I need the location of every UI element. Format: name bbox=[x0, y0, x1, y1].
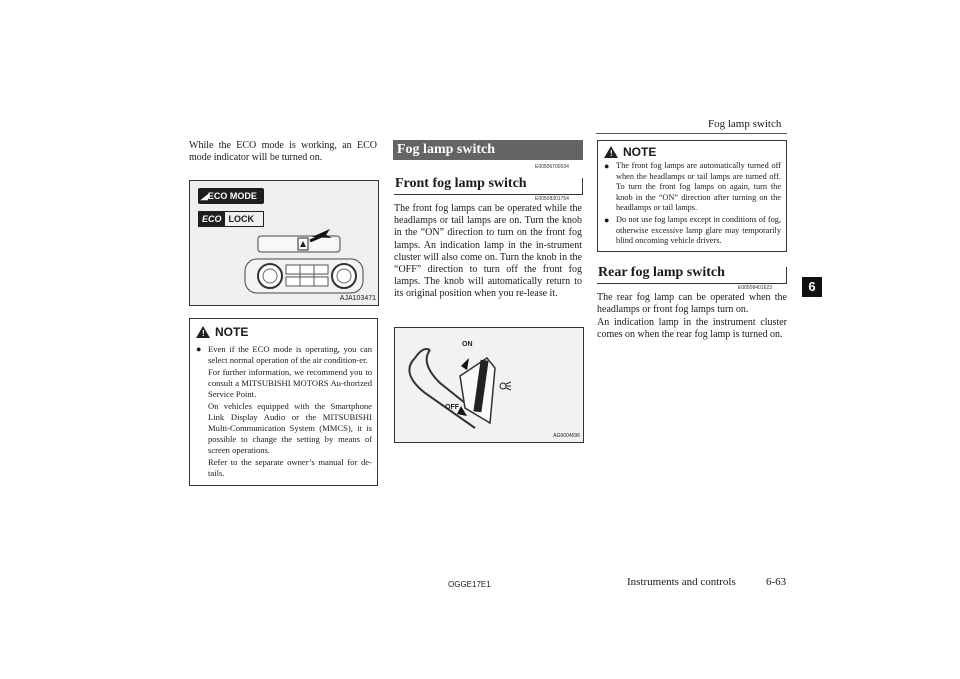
note-title: NOTE bbox=[623, 145, 657, 159]
footer-section-name: Instruments and controls bbox=[627, 576, 736, 588]
intro-paragraph: While the ECO mode is working, an ECO mode indicator will be turned on. bbox=[189, 140, 377, 164]
subsection-rule bbox=[582, 178, 583, 195]
running-header: Fog lamp switch bbox=[708, 118, 782, 130]
eco-mode-text: ECO MODE bbox=[207, 191, 257, 201]
front-fog-body: The front fog lamps can be operated while the headlamps or tail lamps are on. Turn the knob in the “ON” direction to turn on the front fog lamps. An indication lamp in the in-strument cluster will also come on. Turn the knob in the “OFF” direction to turn off the front fog lamps. The knob will automatically return to its original position when you re-lease it. bbox=[394, 203, 582, 300]
section-code: E00506700034 bbox=[535, 164, 569, 170]
eco-mode-figure bbox=[189, 180, 379, 306]
note-list bbox=[598, 161, 786, 251]
header-rule bbox=[596, 133, 787, 134]
note-header bbox=[196, 324, 377, 340]
figure-id: AJA103471 bbox=[339, 295, 376, 302]
note-header bbox=[604, 144, 786, 160]
lock-text: LOCK bbox=[228, 214, 255, 224]
climate-panel-drawing bbox=[190, 181, 378, 305]
warning-icon: ! bbox=[604, 146, 618, 158]
eco-mode-badge: ◢ECO MODE bbox=[198, 188, 264, 204]
note-item: Refer to the separate owner’s manual for de-tails. bbox=[208, 457, 372, 478]
on-label: ON bbox=[462, 341, 473, 348]
rear-fog-paragraph-1: The rear fog lamp can be operated when the headlamps or front fog lamps turn on. bbox=[597, 292, 787, 316]
note-list bbox=[190, 344, 377, 485]
subsection-title-rear: Rear fog lamp switch bbox=[598, 265, 725, 280]
eco-text: ECO bbox=[199, 212, 225, 226]
note-item: ● The front fog lamps are automatically turned off when the headlamps or tail lamps are turned off. To turn the front fog lamps on again, turn the knob in the “ON” direction after turning on the headlamps or tail lamps. bbox=[616, 161, 781, 214]
note-title: NOTE bbox=[215, 325, 249, 339]
subsection-code: E00508301754 bbox=[535, 196, 569, 202]
subsection-rule bbox=[394, 194, 583, 195]
subsection-code: E00508401623 bbox=[738, 285, 772, 291]
rotate-on-arrow-icon bbox=[461, 358, 469, 370]
note-item: On vehicles equipped with the Smartphone Link Display Audio or the MITSUBISHI Multi-Communication System (MMCS), it is possible to change the setting by means of screen operations. bbox=[208, 401, 372, 455]
note-box-left bbox=[189, 318, 378, 486]
note-box-right bbox=[597, 140, 787, 252]
subsection-rule bbox=[597, 283, 787, 284]
subsection-rule bbox=[786, 267, 787, 284]
warning-icon: ! bbox=[196, 326, 210, 338]
section-title: Fog lamp switch bbox=[393, 140, 583, 160]
subsection-title-front: Front fog lamp switch bbox=[395, 176, 527, 191]
note-item: ● Do not use fog lamps except in conditions of fog, otherwise excessive lamp glare may temporarily blind oncoming vehicle drivers. bbox=[616, 215, 781, 247]
off-label: OFF bbox=[445, 404, 459, 411]
note-item: ● Even if the ECO mode is operating, you can select normal operation of the air condition-er. bbox=[208, 344, 372, 366]
fog-switch-figure bbox=[394, 327, 584, 443]
page-number: 6-63 bbox=[766, 576, 787, 588]
fog-lamp-icon bbox=[500, 383, 506, 389]
document-code: OGGE17E1 bbox=[448, 580, 491, 589]
chapter-tab: 6 bbox=[802, 277, 822, 297]
fog-switch-drawing bbox=[395, 328, 583, 442]
figure-id: AG0004596 bbox=[553, 433, 580, 439]
rear-fog-paragraph-2: An indication lamp in the instrument cluster comes on when the rear fog lamp is turned on. bbox=[597, 317, 787, 341]
note-item: For further information, we recommend you to consult a MITSUBISHI MOTORS Au-thorized Service Point. bbox=[208, 367, 372, 399]
